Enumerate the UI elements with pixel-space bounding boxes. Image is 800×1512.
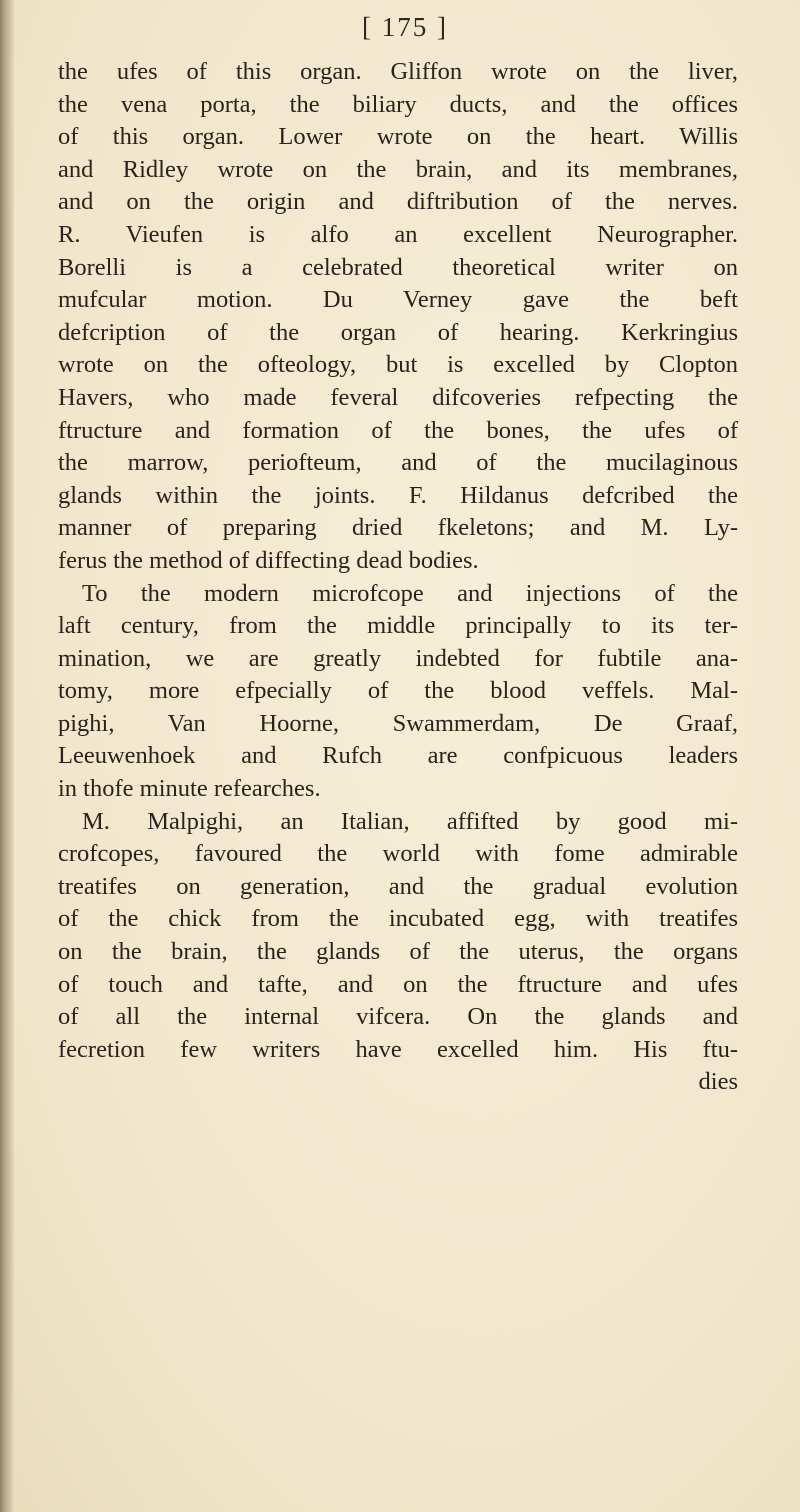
text-line: on the brain, the glands of the uterus, the organs (58, 938, 738, 966)
paragraph-start-line: To the modern microfcope and injections of the (82, 579, 738, 607)
text-line: defcription of the organ of hearing. Kerkringius (58, 318, 738, 346)
text-line: of the chick from the incubated egg, with treatifes (58, 905, 738, 933)
text-line: mufcular motion. Du Verney gave the beft (58, 286, 738, 314)
text-line: of all the internal vifcera. On the glands and (58, 1003, 738, 1031)
text-line: the marrow, periofteum, and of the mucilaginous (58, 449, 738, 477)
page-gutter-shadow (0, 0, 14, 1512)
text-line: Leeuwenhoek and Rufch are confpicuous leaders (58, 742, 738, 770)
text-line: glands within the joints. F. Hildanus defcribed the (58, 481, 738, 509)
text-line: the ufes of this organ. Gliffon wrote on the liver, (58, 58, 738, 85)
text-line: manner of preparing dried fkeletons; and M. Ly- (58, 514, 738, 542)
text-line: of this organ. Lower wrote on the heart. Willis (58, 123, 738, 151)
text-line: Borelli is a celebrated theoretical writer on (58, 253, 738, 281)
text-line: mination, we are greatly indebted for fubtile ana- (58, 644, 738, 672)
catchword: dies (698, 1068, 738, 1096)
text-line: crofcopes, favoured the world with fome admirable (58, 840, 738, 868)
page-number: [ 175 ] (362, 12, 448, 42)
text-line: R. Vieufen is alfo an excellent Neurographer. (58, 220, 738, 248)
text-line: fecretion few writers have excelled him. His ftu- (58, 1035, 738, 1063)
text-line: wrote on the ofteology, but is excelled by Clopton (58, 351, 738, 379)
text-line: ferus the method of diffecting dead bodies. (58, 546, 479, 574)
text-line: in thofe minute refearches. (58, 775, 321, 803)
text-line: and Ridley wrote on the brain, and its membranes, (58, 155, 738, 183)
text-line: the vena porta, the biliary ducts, and the offices (58, 90, 738, 118)
text-line: and on the origin and diftribution of the nerves. (58, 188, 738, 216)
text-line: pighi, Van Hoorne, Swammerdam, De Graaf, (58, 709, 738, 737)
text-line: ftructure and formation of the bones, the ufes of (58, 416, 738, 444)
text-line: laft century, from the middle principally to its ter- (58, 612, 738, 640)
text-line: treatifes on generation, and the gradual evolution (58, 872, 738, 900)
text-line: of touch and tafte, and on the ftructure and ufes (58, 970, 738, 998)
paragraph-start-line: M. Malpighi, an Italian, affifted by good mi- (82, 807, 738, 835)
text-line: Havers, who made feveral difcoveries refpecting the (58, 383, 738, 411)
text-line: tomy, more efpecially of the blood veffels. Mal- (58, 677, 738, 705)
body-text (58, 56, 738, 1099)
